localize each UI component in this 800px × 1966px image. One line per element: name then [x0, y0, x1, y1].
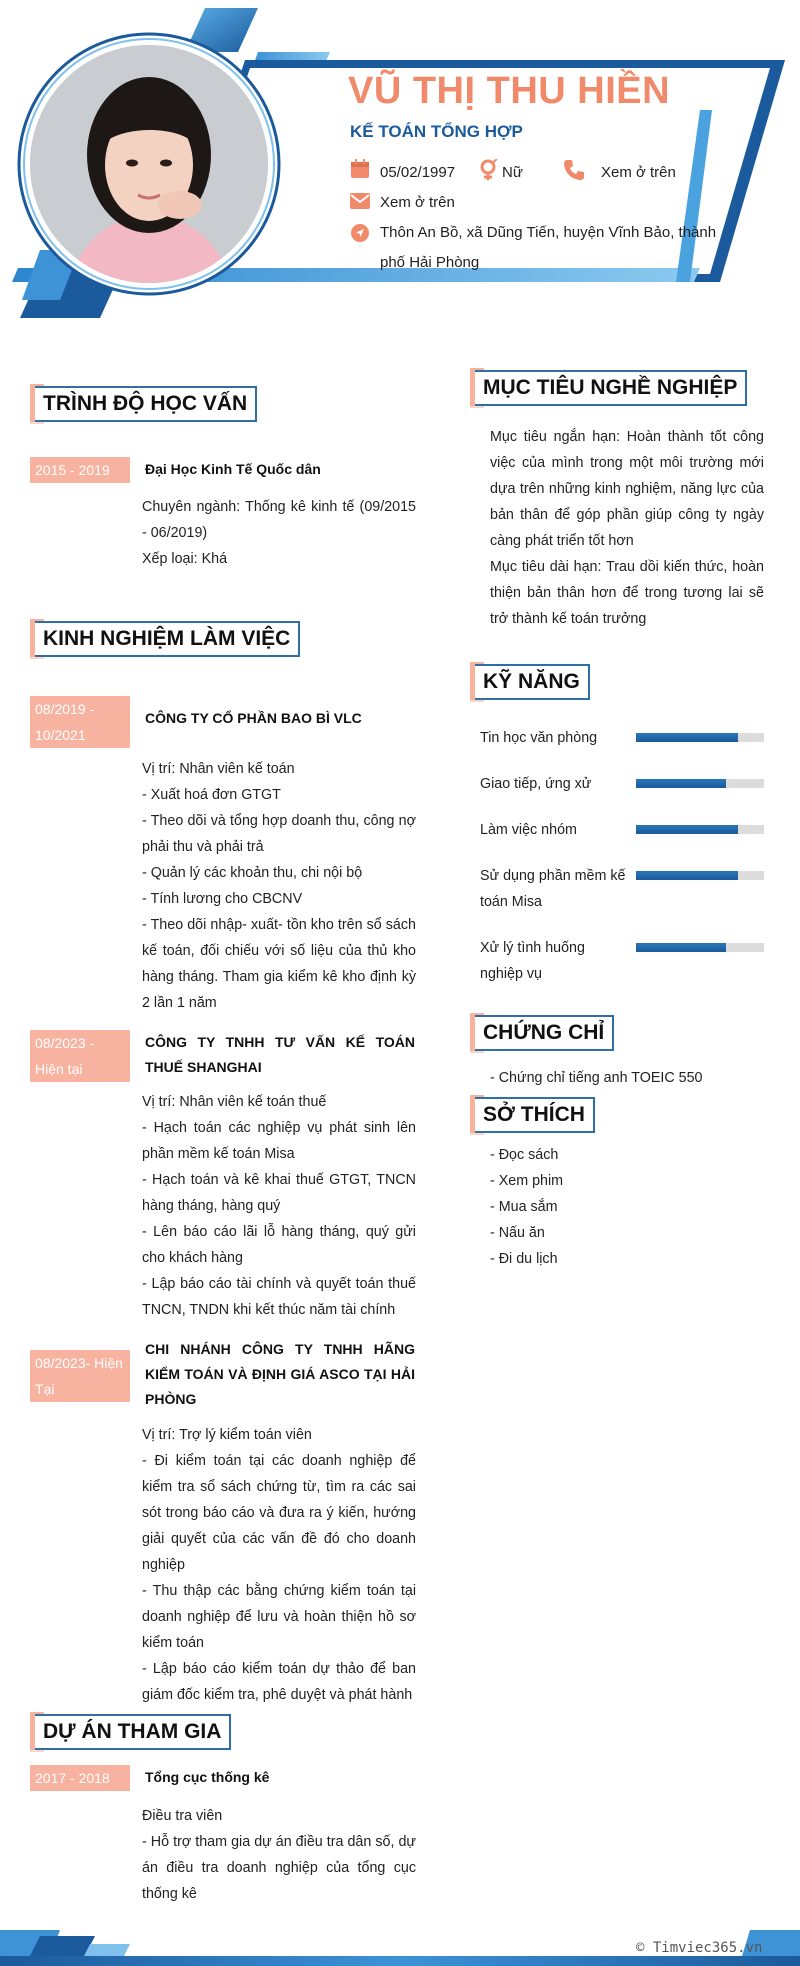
job-1-company: CÔNG TY CỔ PHẦN BAO BÌ VLC: [145, 710, 362, 726]
projects-heading-text: DỰ ÁN THAM GIA: [35, 1714, 231, 1750]
education-date: 2015 - 2019: [30, 457, 130, 483]
objective-heading-text: MỤC TIÊU NGHỀ NGHIỆP: [475, 370, 747, 406]
experience-heading-text: KINH NGHIỆM LÀM VIỆC: [35, 621, 300, 657]
phone-value: Xem ở trên: [601, 164, 676, 181]
skill-bar: [636, 943, 764, 952]
project-details: [142, 1803, 416, 1907]
gender-icon: [480, 158, 502, 181]
skill-bar-fill: [636, 733, 738, 742]
hobby-item: - Mua sắm: [490, 1199, 558, 1215]
skill-bar: [636, 871, 764, 880]
candidate-job-title: KẾ TOÁN TỔNG HỢP: [350, 122, 523, 141]
job-1-line: Vị trí: Nhân viên kế toán: [142, 761, 295, 777]
certificates-heading-text: CHỨNG CHỈ: [475, 1015, 614, 1051]
footer-watermark: © Timviec365.vn: [636, 1940, 763, 1956]
birthday-row: [350, 158, 455, 188]
email-icon: [350, 188, 380, 209]
job-2-line: Vị trí: Nhân viên kế toán thuế: [142, 1094, 327, 1110]
job-1-line: - Theo dõi và tổng hợp doanh thu, công nợ phải thu và phải trả: [142, 813, 416, 855]
job-1-date: 08/2019 - 10/2021: [30, 696, 130, 748]
job-3-line: - Đi kiểm toán tại các doanh nghiệp để kiểm tra sổ sách chứng từ, tìm ra các sai sót trong báo cáo và đưa ra ý kiến, hướng giải quyết của các vấn đề đó cho doanh nghiệp: [142, 1453, 416, 1573]
job-1-line: - Xuất hoá đơn GTGT: [142, 787, 281, 803]
job-2-date: 08/2023 - Hiện tại: [30, 1030, 130, 1082]
job-1-line: - Tính lương cho CBCNV: [142, 891, 303, 907]
job-2-line: - Lên báo cáo lãi lỗ hàng tháng, quý gửi cho khách hàng: [142, 1224, 416, 1266]
job-1-line: - Theo dõi nhập- xuất- tồn kho trên sổ sách kế toán, đối chiếu với số liệu của thủ kho hàng tháng. Tham gia kiểm kê kho định kỳ 2 lần 1 năm: [142, 917, 416, 1011]
job-1-details: [142, 756, 416, 1016]
education-heading-text: TRÌNH ĐỘ HỌC VẤN: [35, 386, 257, 422]
objective-long-term: Mục tiêu dài hạn: Trau dồi kiến thức, hoàn thiện bản thân hơn để trong tương lai sẽ trở thành kế toán trưởng: [490, 559, 764, 627]
profile-photo-illustration: [30, 45, 268, 283]
skill-bar-fill: [636, 779, 726, 788]
job-3-date: 08/2023- Hiện Tại: [30, 1350, 130, 1402]
skill-label: Làm việc nhóm: [480, 822, 577, 838]
skill-bar-fill: [636, 943, 726, 952]
address-value: Thôn An Bồ, xã Dũng Tiến, huyện Vĩnh Bảo, thành phố Hải Phòng: [380, 224, 717, 271]
project-date: 2017 - 2018: [30, 1765, 130, 1791]
hobbies-heading-text: SỞ THÍCH: [475, 1097, 595, 1133]
profile-photo: [30, 45, 268, 283]
gender-row: [480, 158, 523, 188]
phone-row: [563, 158, 676, 188]
project-line: - Hỗ trợ tham gia dự án điều tra dân số, dự án điều tra doanh nghiệp của tổng cục thống kê: [142, 1834, 416, 1902]
skill-label: Xử lý tình huống nghiệp vụ: [480, 940, 585, 982]
education-major: Chuyên ngành: Thống kê kinh tế (09/2015 - 06/2019): [142, 499, 416, 541]
job-3-details: [142, 1422, 416, 1708]
certificates-list: [490, 1065, 703, 1091]
calendar-icon: [350, 158, 380, 179]
hobby-item: - Xem phim: [490, 1173, 564, 1189]
hobbies-list: [490, 1142, 563, 1272]
email-value: Xem ở trên: [380, 194, 455, 211]
skill-bar: [636, 825, 764, 834]
job-2-line: - Hạch toán và kê khai thuế GTGT, TNCN hàng tháng, hàng quý: [142, 1172, 416, 1214]
address-row: [350, 218, 740, 278]
project-name: Tổng cục thống kê: [145, 1769, 270, 1785]
education-school: Đại Học Kinh Tế Quốc dân: [145, 461, 321, 477]
birthday-value: 05/02/1997: [380, 164, 456, 181]
location-icon: [350, 218, 380, 243]
certificate-item: - Chứng chỉ tiếng anh TOEIC 550: [490, 1070, 703, 1086]
job-2-details: [142, 1089, 416, 1323]
skill-label: Sử dụng phần mềm kế toán Misa: [480, 868, 626, 910]
skill-label: Tin học văn phòng: [480, 730, 598, 746]
skill-label: Giao tiếp, ứng xử: [480, 776, 592, 792]
job-2-line: - Hạch toán các nghiệp vụ phát sinh lên phần mềm kế toán Misa: [142, 1120, 416, 1162]
job-3-company: CHI NHÁNH CÔNG TY TNHH HÃNG KIỂM TOÁN VÀ ĐỊNH GIÁ ASCO TẠI HẢI PHÒNG: [145, 1341, 415, 1407]
skill-bar: [636, 779, 764, 788]
email-row: [350, 188, 455, 218]
job-3-line: - Thu thập các bằng chứng kiểm toán tại doanh nghiệp để lưu và hoàn thiện hồ sơ kiểm toán: [142, 1583, 416, 1651]
phone-icon: [563, 158, 601, 181]
candidate-name: VŨ THỊ THU HIỀN: [348, 70, 671, 112]
education-rank: Xếp loại: Khá: [142, 551, 228, 567]
skill-bar-fill: [636, 825, 738, 834]
hobby-item: - Đọc sách: [490, 1147, 559, 1163]
skills-heading-text: KỸ NĂNG: [475, 664, 590, 700]
skill-bar-fill: [636, 871, 738, 880]
project-line: Điều tra viên: [142, 1808, 223, 1824]
objective-body: [490, 424, 764, 632]
job-3-line: - Lập báo cáo kiểm toán dự thảo để ban giám đốc kiểm tra, phê duyệt và phát hành: [142, 1661, 416, 1703]
job-2-company: CÔNG TY TNHH TƯ VẤN KẾ TOÁN THUẾ SHANGHAI: [145, 1034, 415, 1075]
job-3-line: Vị trí: Trợ lý kiểm toán viên: [142, 1427, 312, 1443]
hobby-item: - Nấu ăn: [490, 1225, 545, 1241]
gender-value: Nữ: [502, 164, 523, 181]
education-details: [142, 494, 416, 572]
skill-bar: [636, 733, 764, 742]
job-2-line: - Lập báo cáo tài chính và quyết toán thuế TNCN, TNDN khi kết thúc năm tài chính: [142, 1276, 416, 1318]
job-1-line: - Quản lý các khoản thu, chi nội bộ: [142, 865, 363, 881]
objective-short-term: Mục tiêu ngắn hạn: Hoàn thành tốt công việc của mình trong một môi trường mới dựa trên những kinh nghiệm, năng lực của bản thân để góp phần giúp công ty ngày càng phát triển tốt hơn: [490, 429, 764, 549]
hobby-item: - Đi du lịch: [490, 1251, 558, 1267]
